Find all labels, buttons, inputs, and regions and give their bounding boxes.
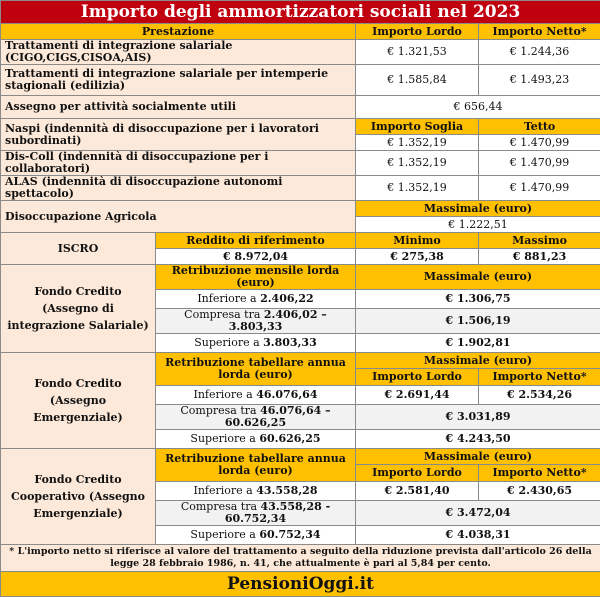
naspi-header-soglia: Importo Soglia bbox=[356, 119, 479, 135]
row-label-discoll: Dis-Coll (indennità di disoccupazione per i collaboratori) bbox=[1, 151, 356, 176]
table-row bbox=[1, 65, 600, 96]
fondo2-header-lordo: Importo Lordo bbox=[356, 369, 479, 386]
fondo2-header-netto: Importo Netto* bbox=[479, 369, 600, 386]
fondo3-r1-lordo: € 2.581,40 bbox=[356, 482, 479, 501]
table-row bbox=[1, 151, 600, 176]
row-label-cig: Trattamenti di integrazione salariale (CIGO,CIGS,CISOA,AIS) bbox=[1, 40, 356, 65]
fondo3-r3-range: Superiore a 60.752,34 bbox=[156, 526, 356, 545]
iscro-massimo: € 881,23 bbox=[479, 249, 600, 265]
header-prestazione: Prestazione bbox=[1, 24, 356, 40]
agricola-header: Massimale (euro) bbox=[356, 201, 600, 217]
table-row bbox=[1, 353, 600, 369]
footnote: * L'importo netto si riferisce al valore del trattamento a seguito della riduzione prevista dall'articolo 26 della legge 28 febbraio 1986, n. 41, che attualmente è pari al 5,84 per cento. bbox=[1, 545, 600, 572]
row-label-agricola: Disoccupazione Agricola bbox=[1, 201, 356, 233]
page-title: Importo degli ammortizzatori sociali nel 2023 bbox=[1, 1, 600, 24]
edilizia-lordo: € 1.585,84 bbox=[356, 65, 479, 96]
iscro-header-massimo: Massimo bbox=[479, 233, 600, 249]
fondo3-label: Fondo Credito Cooperativo (Assegno Emergenziale) bbox=[1, 449, 156, 545]
alas-tetto: € 1.470,99 bbox=[479, 176, 600, 201]
fondo3-header-massimale: Massimale (euro) bbox=[356, 449, 600, 465]
fondo2-r1-range: Inferiore a 46.076,64 bbox=[156, 386, 356, 405]
cig-netto: € 1.244,36 bbox=[479, 40, 600, 65]
fondo1-r1-range: Inferiore a 2.406,22 bbox=[156, 290, 356, 309]
asu-value: € 656,44 bbox=[356, 96, 600, 119]
iscro-header-reddito: Reddito di riferimento bbox=[156, 233, 356, 249]
table-row bbox=[1, 96, 600, 119]
fondo2-r2-range: Compresa tra 46.076,64 – 60.626,25 bbox=[156, 405, 356, 430]
fondo2-header-retribuzione: Retribuzione tabellare annua lorda (euro) bbox=[156, 353, 356, 386]
fondo2-r1-lordo: € 2.691,44 bbox=[356, 386, 479, 405]
fondo1-r3-value: € 1.902,81 bbox=[356, 334, 600, 353]
row-label-iscro: ISCRO bbox=[1, 233, 156, 265]
fondo2-header-massimale: Massimale (euro) bbox=[356, 353, 600, 369]
table-row bbox=[1, 119, 600, 135]
fondo1-r2-range: Compresa tra 2.406,02 – 3.803,33 bbox=[156, 309, 356, 334]
fondo1-header-massimale: Massimale (euro) bbox=[356, 265, 600, 290]
naspi-header-tetto: Tetto bbox=[479, 119, 600, 135]
site-footer: PensioniOggi.it bbox=[1, 572, 600, 597]
table-row bbox=[1, 449, 600, 465]
header-importo-netto: Importo Netto* bbox=[479, 24, 600, 40]
fondo3-header-lordo: Importo Lordo bbox=[356, 465, 479, 482]
fondo1-r1-value: € 1.306,75 bbox=[356, 290, 600, 309]
naspi-soglia: € 1.352,19 bbox=[356, 135, 479, 151]
iscro-header-minimo: Minimo bbox=[356, 233, 479, 249]
fondo2-r3-range: Superiore a 60.626,25 bbox=[156, 430, 356, 449]
fondo1-header-retribuzione: Retribuzione mensile lorda (euro) bbox=[156, 265, 356, 290]
fondo1-r2-value: € 1.506,19 bbox=[356, 309, 600, 334]
iscro-reddito: € 8.972,04 bbox=[156, 249, 356, 265]
fondo2-r3-value: € 4.243,50 bbox=[356, 430, 600, 449]
fondo1-label: Fondo Credito (Assegno di integrazione Salariale) bbox=[1, 265, 156, 353]
fondo3-header-netto: Importo Netto* bbox=[479, 465, 600, 482]
fondo2-label: Fondo Credito (Assegno Emergenziale) bbox=[1, 353, 156, 449]
discoll-tetto: € 1.470,99 bbox=[479, 151, 600, 176]
table-row bbox=[1, 176, 600, 201]
alas-soglia: € 1.352,19 bbox=[356, 176, 479, 201]
iscro-minimo: € 275,38 bbox=[356, 249, 479, 265]
agricola-value: € 1.222,51 bbox=[356, 217, 600, 233]
naspi-tetto: € 1.470,99 bbox=[479, 135, 600, 151]
fondo3-r1-netto: € 2.430,65 bbox=[479, 482, 600, 501]
table-row bbox=[1, 265, 600, 290]
fondo3-r2-range: Compresa tra 43.558,28 - 60.752,34 bbox=[156, 501, 356, 526]
row-label-edilizia: Trattamenti di integrazione salariale per intemperie stagionali (edilizia) bbox=[1, 65, 356, 96]
row-label-naspi: Naspi (indennità di disoccupazione per i lavoratori subordinati) bbox=[1, 119, 356, 151]
fondo3-r2-value: € 3.472,04 bbox=[356, 501, 600, 526]
fondo2-r2-value: € 3.031,89 bbox=[356, 405, 600, 430]
edilizia-netto: € 1.493,23 bbox=[479, 65, 600, 96]
fondo1-r3-range: Superiore a 3.803,33 bbox=[156, 334, 356, 353]
row-label-asu: Assegno per attività socialmente utili bbox=[1, 96, 356, 119]
fondo3-r3-value: € 4.038,31 bbox=[356, 526, 600, 545]
fondo2-r1-netto: € 2.534,26 bbox=[479, 386, 600, 405]
cig-lordo: € 1.321,53 bbox=[356, 40, 479, 65]
header-importo-lordo: Importo Lordo bbox=[356, 24, 479, 40]
fondo3-r1-range: Inferiore a 43.558,28 bbox=[156, 482, 356, 501]
row-label-alas: ALAS (indennità di disoccupazione autonomi spettacolo) bbox=[1, 176, 356, 201]
table-row bbox=[1, 233, 600, 249]
discoll-soglia: € 1.352,19 bbox=[356, 151, 479, 176]
table-row bbox=[1, 40, 600, 65]
fondo3-header-retribuzione: Retribuzione tabellare annua lorda (euro) bbox=[156, 449, 356, 482]
table-row bbox=[1, 201, 600, 217]
